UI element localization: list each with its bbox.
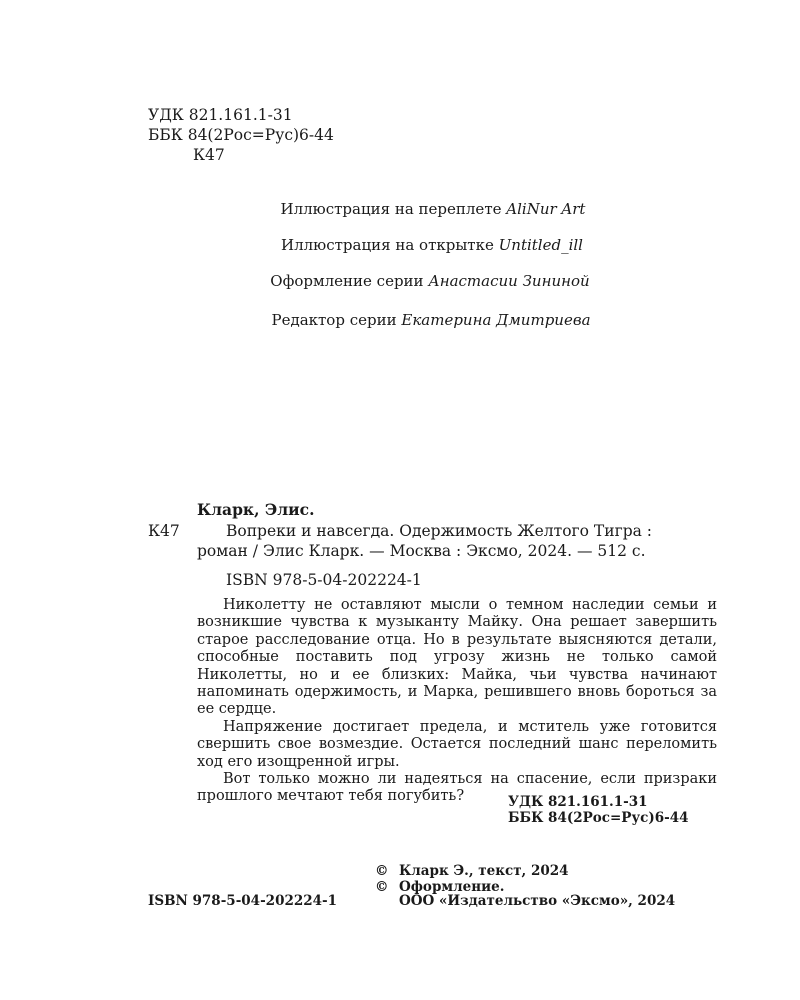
copyright-text-line-2: Оформление.	[399, 879, 505, 895]
credit-name: AliNur Art	[506, 200, 586, 218]
catalog-title-line-2: роман / Элис Кларк. — Москва : Эксмо, 2024. — 512 с.	[197, 542, 646, 560]
author-mark: К47	[193, 146, 225, 164]
udk-code: УДК 821.161.1-31	[148, 106, 293, 124]
copyright-text-line-1: Кларк Э., текст, 2024	[399, 863, 569, 879]
credit-name: Екатерина Дмитриева	[401, 311, 591, 329]
copyright-text-line-3: ООО «Издательство «Эксмо», 2024	[399, 893, 676, 909]
annotation-paragraph: Напряжение достигает предела, и мститель уже готовится свершить свое возмездие. Остается последний шанс переломить ход его изощренной игры.	[197, 718, 717, 770]
credit-name: Анастасии Зининой	[428, 272, 590, 290]
bbk-code: ББК 84(2Рос=Рус)6-44	[148, 126, 334, 144]
copyright-symbol-2: ©	[375, 879, 389, 895]
annotation-paragraph: Вот только можно ли надеяться на спасение, если призраки прошлого мечтают тебя погубить?	[197, 771, 717, 805]
credit-series-editor	[0, 311, 800, 329]
catalog-title-line-1: Вопреки и навсегда. Одержимость Желтого Тигра :	[226, 522, 653, 540]
credit-label: Оформление серии	[270, 272, 424, 290]
credit-series-design	[0, 272, 800, 290]
catalog-author-mark: К47	[148, 522, 180, 540]
credit-label: Иллюстрация на открытке	[281, 236, 494, 254]
annotation	[197, 597, 717, 806]
catalog-isbn: ISBN 978-5-04-202224-1	[226, 571, 422, 589]
credit-label: Редактор серии	[271, 311, 397, 329]
credit-label: Иллюстрация на переплете	[280, 200, 502, 218]
copyright-symbol-1: ©	[375, 863, 389, 879]
credit-cover-illustration	[0, 200, 800, 218]
credit-name: Untitled_ill	[498, 236, 583, 254]
bottom-udk-code: УДК 821.161.1-31	[508, 794, 648, 810]
catalog-author-heading: Кларк, Элис.	[197, 500, 315, 519]
bottom-bbk-code: ББК 84(2Рос=Рус)6-44	[508, 810, 689, 826]
credit-postcard-illustration	[0, 236, 800, 254]
copyright-isbn: ISBN 978-5-04-202224-1	[148, 893, 338, 909]
annotation-paragraph: Николетту не оставляют мысли о темном наследии семьи и возникшие чувства к музыканту Майку. Она решает завершить старое расследование отца. Но в результате выясняются детали, способные поставить под угрозу жизнь не только самой Николетты, но и ее близких: Майка, чьи чувства начинают напоминать одержимость, и Марка, решившего вновь бороться за ее сердце.	[197, 597, 717, 718]
